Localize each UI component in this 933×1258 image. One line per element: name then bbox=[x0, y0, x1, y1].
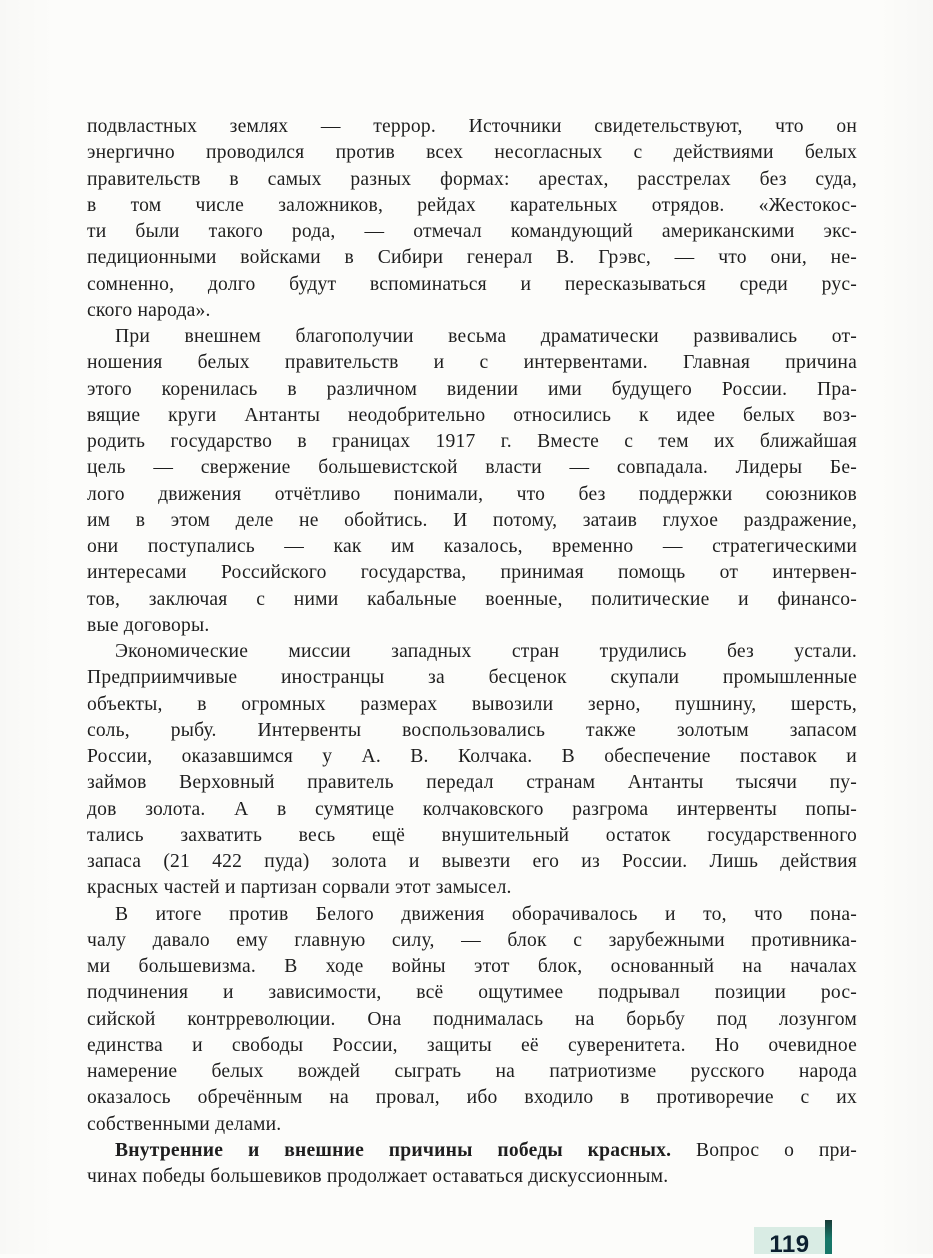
page-text bbox=[87, 114, 857, 1190]
paragraph bbox=[87, 1138, 857, 1191]
page-edge-bar bbox=[825, 1220, 832, 1254]
text-line bbox=[87, 770, 857, 796]
text-line bbox=[87, 928, 857, 954]
text-line bbox=[87, 560, 857, 586]
text-run: цель — свержение большевистской власти — совпадала. Лидеры Бе- bbox=[87, 457, 857, 479]
text-line bbox=[87, 140, 857, 166]
text-line bbox=[87, 639, 857, 665]
text-line bbox=[87, 245, 857, 271]
text-run: правительств в самых разных формах: арестах, расстрелах без суда, bbox=[87, 168, 857, 190]
text-line bbox=[87, 1112, 857, 1138]
text-line bbox=[87, 219, 857, 245]
text-line bbox=[87, 429, 857, 455]
text-line bbox=[87, 613, 857, 639]
text-run: ти были такого рода, — отмечал командующий американскими экс- bbox=[87, 221, 857, 242]
text-line bbox=[87, 455, 857, 481]
text-run: Экономические миссии западных стран трудились без устали. bbox=[115, 641, 857, 662]
text-line bbox=[87, 1033, 857, 1059]
text-line bbox=[87, 167, 857, 193]
text-line bbox=[87, 954, 857, 980]
text-run: При внешнем благополучии весьма драматически развивались от- bbox=[115, 326, 857, 347]
text-line bbox=[87, 875, 857, 901]
bold-heading-run: Внутренние и внешние причины победы красных. bbox=[115, 1139, 672, 1161]
text-run: вые договоры. bbox=[87, 614, 210, 636]
text-run: энергично проводился против всех несогласных с действиями белых bbox=[87, 142, 857, 164]
text-run: красных частей и партизан сорвали этот замысел. bbox=[87, 877, 512, 899]
text-line bbox=[87, 797, 857, 823]
text-run: интересами Российского государства, принимая помощь от интервен- bbox=[87, 562, 857, 584]
text-run: займов Верховный правитель передал странам Антанты тысячи пу- bbox=[87, 772, 857, 794]
text-line bbox=[87, 902, 857, 928]
text-run: родить государство в границах 1917 г. Вместе с тем их ближайшая bbox=[87, 431, 857, 452]
text-line bbox=[87, 823, 857, 849]
text-run: ношения белых правительств и с интервентами. Главная причина bbox=[87, 352, 857, 374]
text-line bbox=[87, 403, 857, 429]
text-line bbox=[87, 849, 857, 875]
paragraph bbox=[87, 639, 857, 902]
text-run: подчинения и зависимости, всё ощутимее подрывал позиции рос- bbox=[87, 982, 857, 1004]
text-run: чалу давало ему главную силу, — блок с зарубежными противника- bbox=[87, 929, 857, 951]
text-run: намерение белых вождей сыграть на патриотизме русского народа bbox=[87, 1061, 857, 1082]
text-line bbox=[87, 377, 857, 403]
text-run: Вопрос о при- bbox=[671, 1139, 857, 1161]
text-run: подвластных землях — террор. Источники свидетельствуют, что он bbox=[87, 116, 857, 137]
text-line bbox=[87, 718, 857, 744]
page-number: 119 bbox=[769, 1231, 810, 1258]
text-line bbox=[87, 744, 857, 770]
text-run: они поступались — как им казалось, временно — стратегическими bbox=[87, 536, 857, 557]
paragraph bbox=[87, 114, 857, 324]
text-line bbox=[87, 508, 857, 534]
text-run: объекты, в огромных размерах вывозили зерно, пушнину, шерсть, bbox=[87, 693, 857, 715]
text-line bbox=[87, 1138, 857, 1164]
page-number-badge bbox=[754, 1227, 825, 1258]
text-run: собственными делами. bbox=[87, 1113, 282, 1135]
text-line bbox=[87, 272, 857, 298]
text-line bbox=[87, 587, 857, 613]
text-run: лого движения отчётливо понимали, что без поддержки союзников bbox=[87, 483, 857, 505]
text-run: тались захватить весь ещё внушительный остаток государственного bbox=[87, 824, 857, 846]
text-line bbox=[87, 324, 857, 350]
text-run: запаса (21 422 пуда) золота и вывезти его из России. Лишь действия bbox=[87, 851, 857, 872]
text-run: педиционными войсками в Сибири генерал В. Грэвс, — что они, не- bbox=[87, 247, 857, 269]
text-run: В итоге против Белого движения оборачивалось и то, что пона- bbox=[115, 903, 857, 925]
paragraph bbox=[87, 324, 857, 639]
text-run: дов золота. А в сумятице колчаковского разгрома интервенты попы- bbox=[87, 798, 857, 820]
text-run: сомненно, долго будут вспоминаться и пересказываться среди рус- bbox=[87, 273, 857, 295]
text-line bbox=[87, 482, 857, 508]
text-run: России, оказавшимся у А. В. Колчака. В обеспечение поставок и bbox=[87, 746, 857, 767]
text-line bbox=[87, 665, 857, 691]
text-run: чинах победы большевиков продолжает оставаться дискуссионным. bbox=[87, 1166, 669, 1187]
text-run: тов, заключая с ними кабальные военные, политические и финансо- bbox=[87, 588, 857, 610]
paragraph bbox=[87, 902, 857, 1138]
text-line bbox=[87, 350, 857, 376]
text-line bbox=[87, 534, 857, 560]
text-line bbox=[87, 1085, 857, 1111]
text-line bbox=[87, 692, 857, 718]
text-run: ского народа». bbox=[87, 299, 211, 321]
text-run: оказалось обречённым на провал, ибо входило в противоречие с их bbox=[87, 1087, 857, 1109]
text-run: вящие круги Антанты неодобрительно относились к идее белых воз- bbox=[87, 404, 857, 426]
text-run: в том числе заложников, рейдах карательных отрядов. «Жестокос- bbox=[87, 194, 857, 216]
text-line bbox=[87, 193, 857, 219]
text-run: соль, рыбу. Интервенты воспользовались также золотым запасом bbox=[87, 719, 857, 741]
text-run: им в этом деле не обойтись. И потому, затаив глухое раздражение, bbox=[87, 509, 857, 531]
text-run: ми большевизма. В ходе войны этот блок, основанный на началах bbox=[87, 956, 857, 977]
text-line bbox=[87, 980, 857, 1006]
text-run: этого коренилась в различном видении ими будущего России. Пра- bbox=[87, 378, 857, 400]
text-run: сийской контрреволюции. Она поднималась на борьбу под лозунгом bbox=[87, 1008, 857, 1030]
text-line bbox=[87, 298, 857, 324]
text-run: единства и свободы России, защиты её суверенитета. Но очевидное bbox=[87, 1034, 857, 1056]
text-run: Предприимчивые иностранцы за бесценок скупали промышленные bbox=[87, 667, 857, 689]
text-line bbox=[87, 114, 857, 140]
text-line bbox=[87, 1059, 857, 1085]
text-line bbox=[87, 1007, 857, 1033]
text-line bbox=[87, 1164, 857, 1190]
